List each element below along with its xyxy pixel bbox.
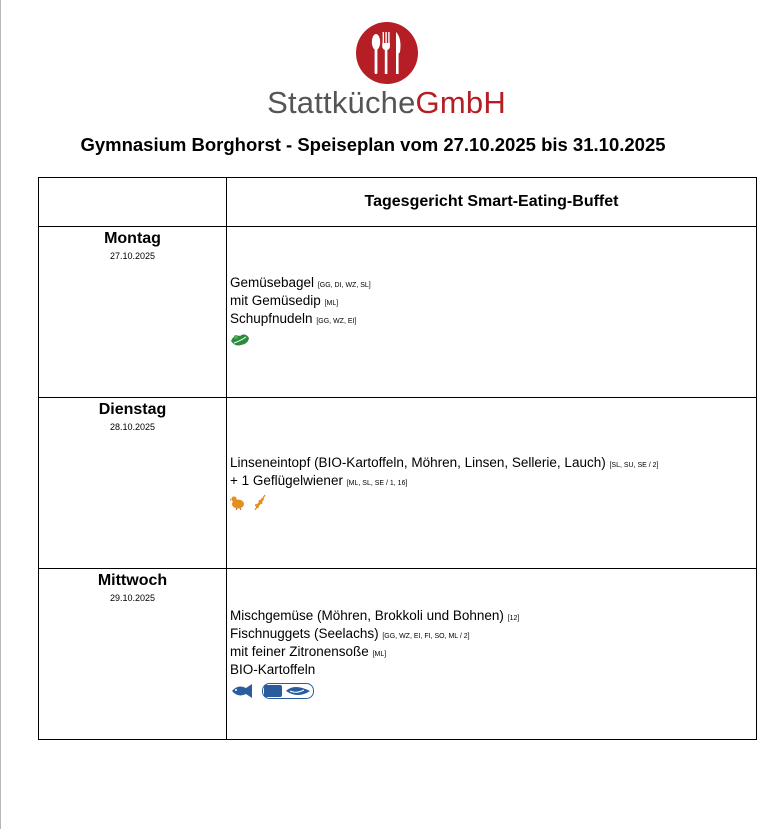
table-header-row	[39, 178, 757, 227]
food-icons	[230, 682, 754, 700]
vegetarian-icon	[230, 332, 250, 348]
page-border	[0, 0, 1, 829]
day-cell	[39, 398, 227, 569]
day-date: 27.10.2025	[109, 251, 156, 261]
menu-line: + 1 Geflügelwiener [ML, SL, SE / 1, 16]	[230, 473, 408, 488]
column-header: Tagesgericht Smart-Eating-Buffet	[227, 178, 757, 227]
allergen-codes: [ML]	[372, 651, 387, 658]
allergen-codes: [GG, WZ, EI]	[316, 318, 357, 325]
food-icons	[230, 331, 754, 349]
menu-line: Linseneintopf (BIO-Kartoffeln, Möhren, Linsen, Sellerie, Lauch) [SL, SU, SE / 2]	[230, 455, 659, 470]
table-row	[39, 227, 757, 398]
cutlery-logo-icon	[356, 22, 418, 84]
grain-icon	[252, 494, 268, 510]
day-cell	[39, 227, 227, 398]
menu-line: Fischnuggets (Seelachs) [GG, WZ, EI, FI, SO, ML / 2]	[230, 626, 470, 641]
table-row	[39, 398, 757, 569]
menu-body	[230, 608, 754, 700]
menu-body	[230, 455, 754, 511]
menu-line: BIO-Kartoffeln	[230, 662, 316, 677]
company-name: StattkücheGmbH	[267, 85, 506, 120]
logo	[0, 22, 773, 120]
empty-header-cell	[39, 178, 227, 227]
menu-line: Gemüsebagel [GG, DI, WZ, SL]	[230, 275, 371, 290]
menu-line: mit Gemüsedip [ML]	[230, 293, 339, 308]
allergen-codes: [ML]	[324, 300, 339, 307]
menu-table	[38, 177, 757, 740]
allergen-codes: [GG, DI, WZ, SL]	[317, 282, 371, 289]
menu-cell	[227, 398, 757, 569]
allergen-codes: [ML, SL, SE / 1, 16]	[346, 480, 408, 487]
day-name: Dienstag	[98, 401, 167, 418]
allergen-codes: [SL, SU, SE / 2]	[609, 462, 659, 469]
menu-line: Mischgemüse (Möhren, Brokkoli und Bohnen) [12]	[230, 608, 520, 623]
menu-cell	[227, 569, 757, 740]
food-icons	[230, 493, 754, 511]
msc-label-icon	[262, 683, 314, 699]
menu-body	[230, 275, 754, 349]
menu-cell	[227, 227, 757, 398]
day-name: Mittwoch	[97, 572, 168, 589]
day-cell	[39, 569, 227, 740]
chicken-icon	[230, 494, 246, 510]
table-row	[39, 569, 757, 740]
day-name: Montag	[104, 230, 161, 247]
page-title: Gymnasium Borghorst - Speiseplan vom 27.10.2025 bis 31.10.2025	[80, 134, 666, 155]
allergen-codes: [GG, WZ, EI, FI, SO, ML / 2]	[382, 633, 470, 640]
allergen-codes: [12]	[507, 615, 520, 622]
fish-icon	[230, 684, 256, 698]
menu-line: mit feiner Zitronensoße [ML]	[230, 644, 387, 659]
day-date: 28.10.2025	[109, 422, 156, 432]
day-date: 29.10.2025	[109, 593, 156, 603]
menu-line: Schupfnudeln [GG, WZ, EI]	[230, 311, 357, 326]
